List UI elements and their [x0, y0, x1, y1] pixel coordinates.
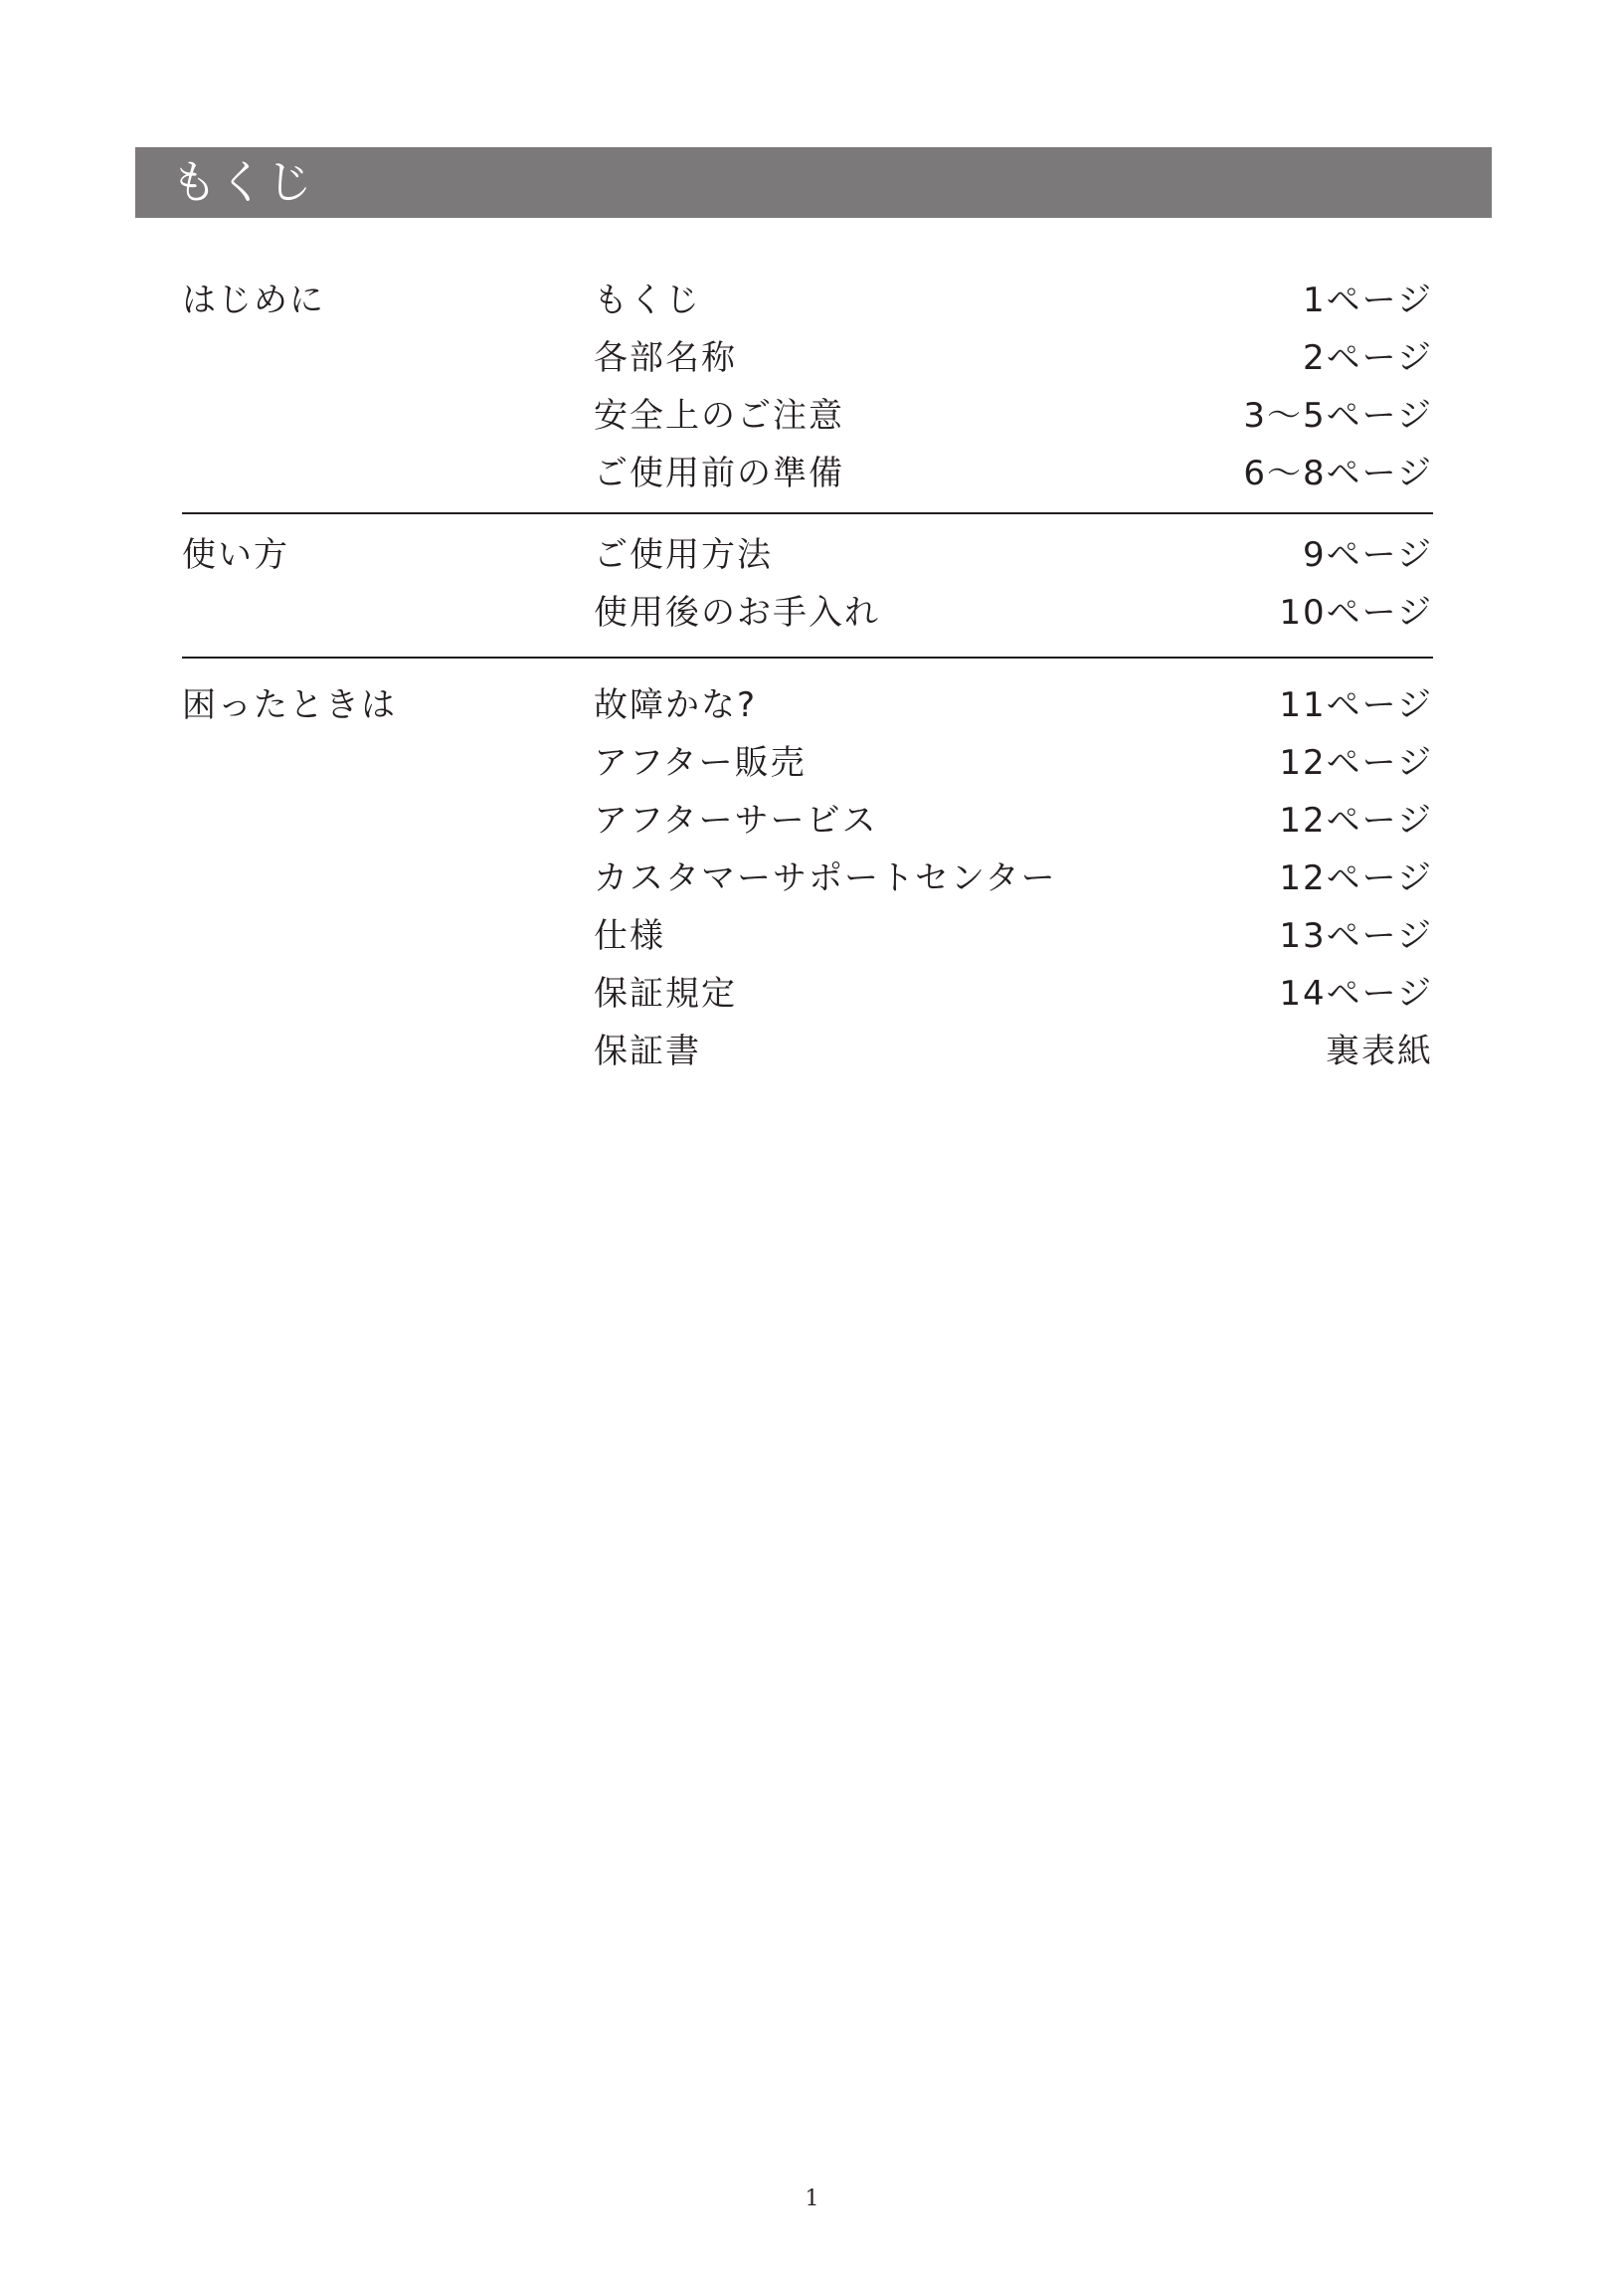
entry-title: ご使用方法: [594, 535, 773, 575]
entry-page: 6～8ページ: [1243, 454, 1433, 493]
toc-entry[interactable]: [594, 526, 1433, 584]
entry-title: 使用後のお手入れ: [594, 593, 880, 633]
toc-entry[interactable]: [594, 965, 1433, 1023]
toc-entry[interactable]: [594, 387, 1433, 445]
entry-title: もくじ: [594, 281, 701, 320]
entry-page: 12ページ: [1279, 858, 1433, 898]
entry-page: 裏表紙: [1326, 1032, 1433, 1071]
entry-page: 9ページ: [1303, 535, 1433, 575]
entry-page: 11ページ: [1279, 685, 1433, 725]
toc-section-usage: [182, 513, 1433, 659]
section-title: 使い方: [182, 535, 289, 575]
entry-page: 14ページ: [1279, 974, 1433, 1014]
toc-entry[interactable]: [594, 445, 1433, 502]
toc-entry[interactable]: [594, 676, 1433, 734]
entry-title: 保証規定: [594, 974, 737, 1014]
toc-entry[interactable]: [594, 584, 1433, 642]
toc-entry[interactable]: [594, 1023, 1433, 1080]
entry-title: 故障かな?: [594, 685, 758, 725]
toc-entry[interactable]: [594, 850, 1433, 907]
section-entries: [594, 526, 1433, 642]
toc-entry[interactable]: [594, 907, 1433, 965]
entry-page: 12ページ: [1279, 801, 1433, 841]
section-entries: [594, 676, 1433, 1080]
entry-title: ご使用前の準備: [594, 454, 844, 493]
entry-title: 各部名称: [594, 338, 737, 378]
entry-page: 1ページ: [1303, 281, 1433, 320]
entry-title: アフター販売: [594, 743, 807, 783]
entry-title: カスタマーサポートセンター: [594, 858, 1057, 898]
section-entries: [594, 272, 1433, 502]
section-title: 困ったときは: [182, 685, 397, 725]
toc-entry[interactable]: [594, 329, 1433, 387]
page-title: もくじ: [171, 155, 314, 209]
entry-page: 3～5ページ: [1243, 396, 1433, 436]
toc-entry[interactable]: [594, 734, 1433, 792]
toc-entry[interactable]: [594, 272, 1433, 329]
entry-page: 12ページ: [1279, 743, 1433, 783]
entry-page: 10ページ: [1279, 593, 1433, 633]
toc-section-introduction: [182, 272, 1433, 513]
entry-title: 仕様: [594, 916, 665, 956]
toc-entry[interactable]: [594, 792, 1433, 850]
table-of-contents: [182, 272, 1433, 1106]
page-number: 1: [805, 2186, 819, 2211]
toc-section-troubleshooting: [182, 659, 1433, 1106]
entry-page: 13ページ: [1279, 916, 1433, 956]
entry-page: 2ページ: [1303, 338, 1433, 378]
entry-title: 保証書: [594, 1032, 701, 1071]
toc-header-bar: [135, 147, 1492, 218]
entry-title: アフターサービス: [594, 801, 878, 841]
section-title: はじめに: [182, 281, 325, 320]
entry-title: 安全上のご注意: [594, 396, 844, 436]
